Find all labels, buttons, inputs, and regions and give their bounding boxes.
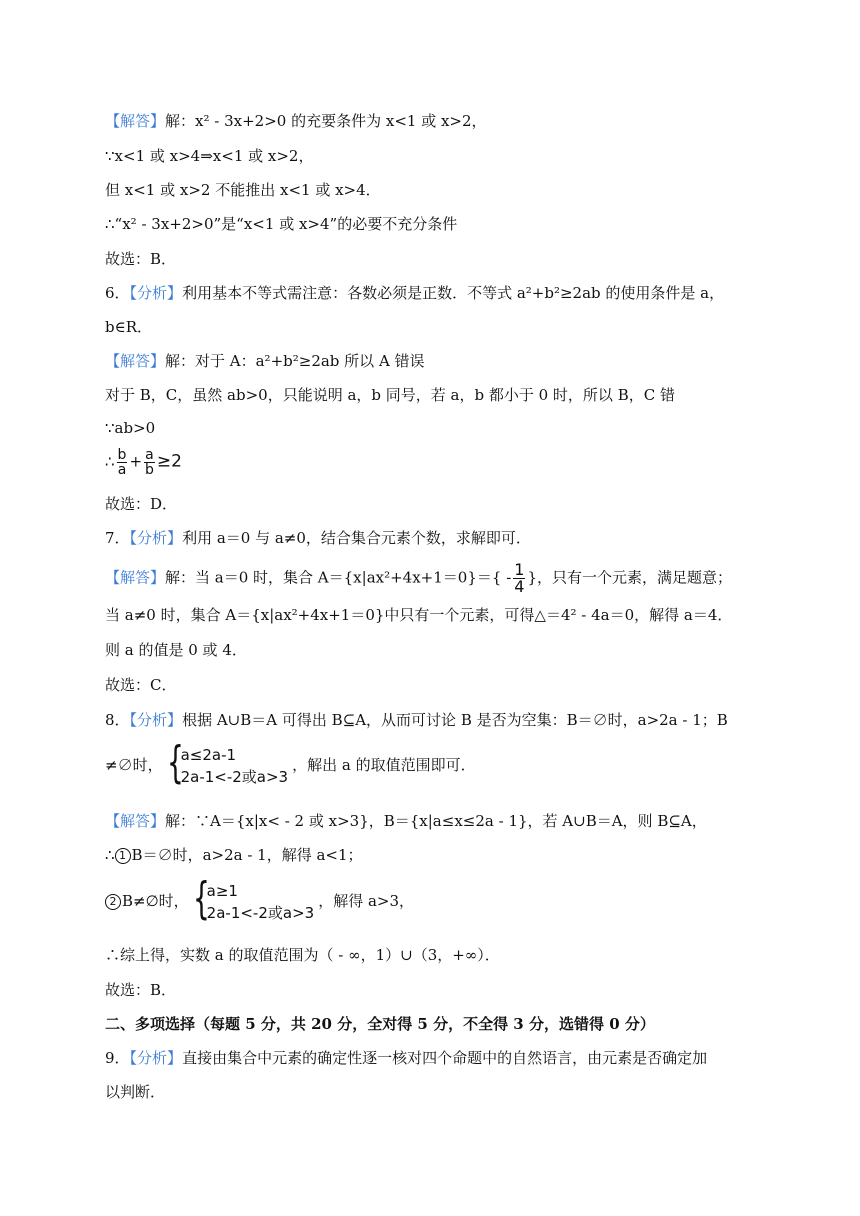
p6-answer-text: 解：对于 A：a²+b²≥2ab 所以 A 错误	[165, 352, 425, 370]
p8-case1-text: B＝∅时，a>2a - 1，解得 a<1；	[131, 846, 363, 864]
p8-analysis-text: 根据 A∪B＝A 可得出 B⊆A，从而可讨论 B 是否为空集：B＝∅时，a>2a - 1；B	[182, 711, 728, 729]
analysis-tag: 【分析】	[129, 711, 183, 729]
circled-two-icon: 2	[105, 894, 121, 910]
p9-analysis-text: 直接由集合中元素的确定性逐一核对四个命题中的自然语言，由元素是否确定加	[182, 1049, 708, 1067]
p7-analysis-text: 利用 a＝0 与 a≠0，结合集合元素个数，求解即可．	[182, 529, 531, 547]
p7-answer-line	[105, 562, 732, 595]
p6-formula	[105, 448, 182, 477]
p9-number: 9．	[105, 1049, 130, 1067]
left-brace: {	[166, 737, 184, 788]
p7-number: 7．	[105, 529, 130, 547]
p7-answer-part2: }，只有一个元素，满足题意；	[527, 568, 732, 587]
p8-case2-prefix: B≠∅时，	[122, 892, 189, 910]
answer-tag: 【解答】	[105, 352, 166, 370]
fraction-b-over-a	[117, 448, 128, 477]
fraction-a-over-b	[144, 448, 155, 477]
analysis-tag: 【分析】	[129, 1049, 183, 1067]
analysis-tag: 【分析】	[129, 284, 183, 302]
fraction-one-quarter	[513, 562, 525, 595]
analysis-tag: 【分析】	[129, 529, 183, 547]
system-row: 2a-1<-2或a>3	[180, 768, 289, 786]
p6-analysis-line1	[105, 283, 724, 303]
p8-answer-text: 解：∵A＝{x|x< - 2 或 x>3}，B＝{x|a≤x≤2a - 1}，若 A∪B＝A，则 B⊆A，	[165, 812, 707, 830]
system-row: a≤2a-1	[180, 746, 237, 764]
inequality-system-1	[166, 737, 289, 788]
p6-line3: ∵ab>0	[105, 419, 156, 437]
p8-conclusion: ∴综上得，实数 a 的取值范围为（ - ∞，1）∪（3，+∞）．	[105, 946, 500, 964]
p5-choice: 故选：B．	[105, 250, 177, 268]
p7-answer-part1: 解：当 a＝0 时，集合 A＝{x|ax²+4x+1＝0}＝{ -	[165, 568, 512, 587]
section-heading: 二、多项选择（每题 5 分，共 20 分，全对得 5 分，不全得 3 分，选错得 0 分）	[105, 1015, 655, 1033]
inequality-system-2	[192, 873, 315, 924]
p5-line4: ∴“x² - 3x+2>0”是“x<1 或 x>4”的必要不充分条件	[105, 215, 458, 233]
p6-analysis-line2: b∈R．	[105, 318, 152, 336]
p8-case2-suffix: ，解得 a>3，	[318, 892, 415, 910]
p6-number: 6．	[105, 284, 130, 302]
answer-tag: 【解答】	[105, 812, 166, 830]
circled-one-icon: 1	[115, 848, 131, 864]
answer-tag: 【解答】	[105, 112, 166, 130]
p5-line2: ∵x<1 或 x>4⇒x<1 或 x>2，	[105, 147, 314, 165]
p8-analysis-line2	[105, 737, 476, 788]
p5-answer-line	[105, 111, 487, 131]
p8-number: 8．	[105, 711, 130, 729]
p6-line2: 对于 B，C，虽然 ab>0，只能说明 a，b 同号，若 a，b 都小于 0 时，所以 B，C 错	[105, 386, 675, 404]
p5-line3: 但 x<1 或 x>2 不能推出 x<1 或 x>4．	[105, 181, 381, 199]
p9-analysis-line1	[105, 1048, 707, 1068]
p7-line3: 则 a 的值是 0 或 4．	[105, 641, 247, 659]
p8-case1-prefix: ∴	[105, 846, 115, 864]
frac-numerator: a	[145, 447, 154, 463]
answer-tag: 【解答】	[105, 568, 166, 587]
p8-answer-line	[105, 811, 707, 831]
p8-analysis-prefix: ≠∅时，	[105, 756, 163, 774]
p9-analysis-line2: 以判断．	[105, 1083, 166, 1101]
p6-answer-line	[105, 351, 425, 371]
p8-case2	[105, 873, 415, 924]
p8-analysis-line1	[105, 710, 728, 730]
frac-numerator: b	[117, 447, 127, 463]
p7-choice: 故选：C．	[105, 676, 177, 694]
system-row: 2a-1<-2或a>3	[206, 904, 315, 922]
p6-choice: 故选：D．	[105, 495, 178, 513]
system-row: a≥1	[206, 882, 238, 900]
frac-denominator: a	[117, 462, 127, 478]
p6-formula-prefix: ∴	[105, 452, 115, 471]
p7-line2: 当 a≠0 时，集合 A＝{x|ax²+4x+1＝0}中只有一个元素，可得△＝4² - 4a＝0，解得 a＝4．	[105, 606, 733, 624]
p8-analysis-suffix: ，解出 a 的取值范围即可．	[292, 756, 476, 774]
frac-denominator: b	[145, 462, 154, 478]
frac-denominator: 4	[514, 577, 525, 596]
p6-analysis-text: 利用基本不等式需注意：各数必须是正数．不等式 a²+b²≥2ab 的使用条件是 a，	[182, 284, 725, 302]
frac-numerator: 1	[514, 560, 525, 579]
left-brace: {	[192, 873, 210, 924]
ge-two: ≥2	[156, 451, 182, 472]
p5-answer-text: 解：x² - 3x+2>0 的充要条件为 x<1 或 x>2，	[165, 112, 487, 130]
p7-analysis-line	[105, 528, 531, 548]
p8-case1	[105, 845, 363, 865]
p8-choice: 故选：B．	[105, 981, 177, 999]
plus-sign: +	[129, 452, 143, 471]
